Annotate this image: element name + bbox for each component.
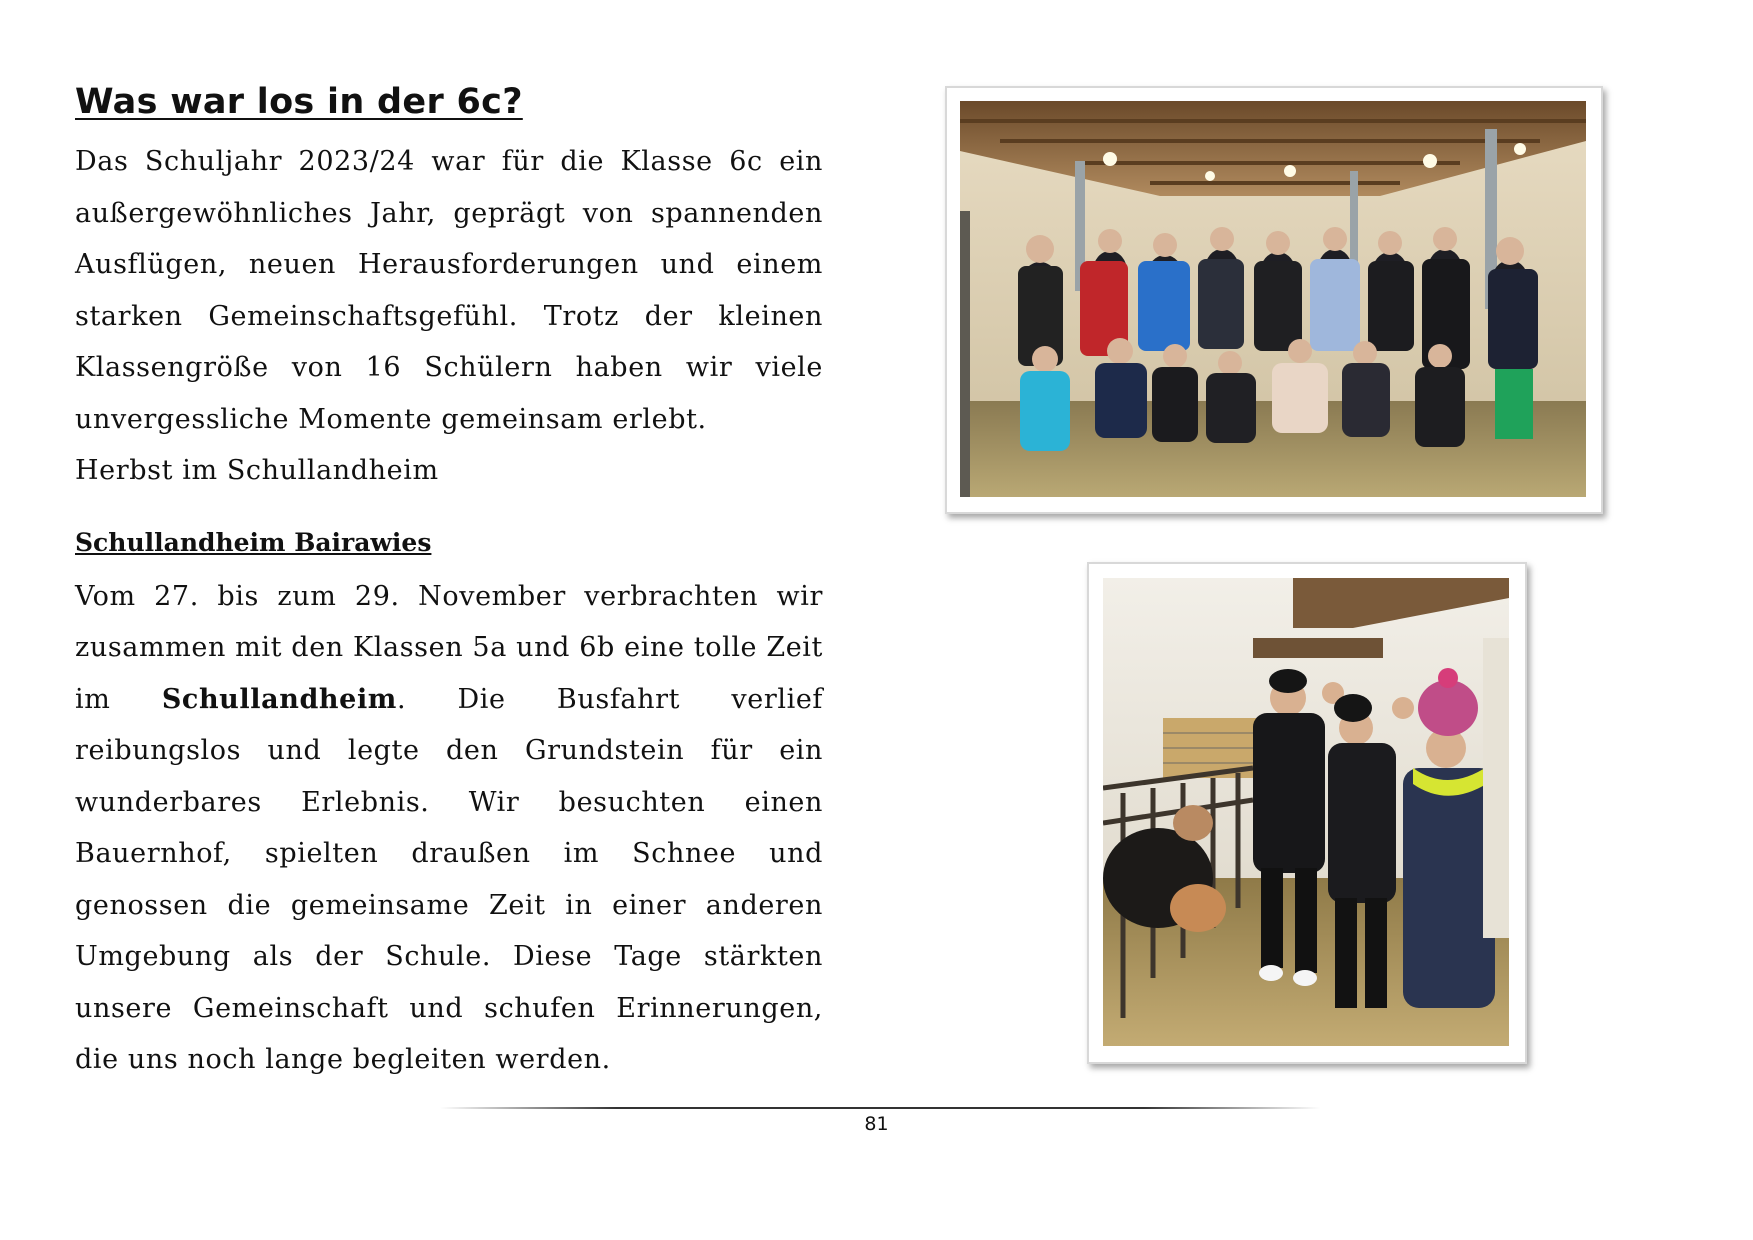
intro-caption-line: Herbst im Schullandheim [75,455,439,486]
section-text-end: . Die Busfahrt verlief reibungslos und legte den Grundstein für ein wunderbares Erlebnis. Wir besuchten einen Bauernhof, spielten draußen im Schnee und genossen die gemeinsame Zeit in einer anderen Umgebung als der Schule. Diese Tage stärkten unsere Gemeinschaft und schufen Erinnerungen, die uns noch lange begleiten werden. [75,683,824,1075]
cow-stable-photo-frame [1087,562,1527,1064]
footer-divider [440,1107,1320,1109]
page-number: 81 [864,1113,889,1135]
section-text-start: Vom 27. bis zum 29. November verbrachten wir zusammen mit den Klassen 5a und 6b eine tolle Zeit im [75,580,823,715]
article-column [75,78,823,1086]
section-paragraph [75,571,823,1086]
intro-paragraph: Das Schuljahr 2023/24 war für die Klasse 6c ein außergewöhnliches Jahr, geprägt von spannenden Ausflügen, neuen Herausforderungen und einem starken Gemeinschaftsgefühl. Trotz der kleinen Klassengröße von 16 Schülern haben wir viele unvergessliche Momente gemeinsam erlebt. [75,146,823,435]
page-title: Was war los in der 6c? [75,82,523,122]
group-photo-image [960,101,1586,497]
section-heading: Schullandheim Bairawies [75,527,432,557]
group-photo-frame [945,86,1603,514]
cow-stable-photo-image [1103,578,1509,1046]
section-text-bold: Schullandheim [161,683,397,715]
group-photo [960,101,1586,497]
cow-stable-photo [1103,578,1509,1046]
